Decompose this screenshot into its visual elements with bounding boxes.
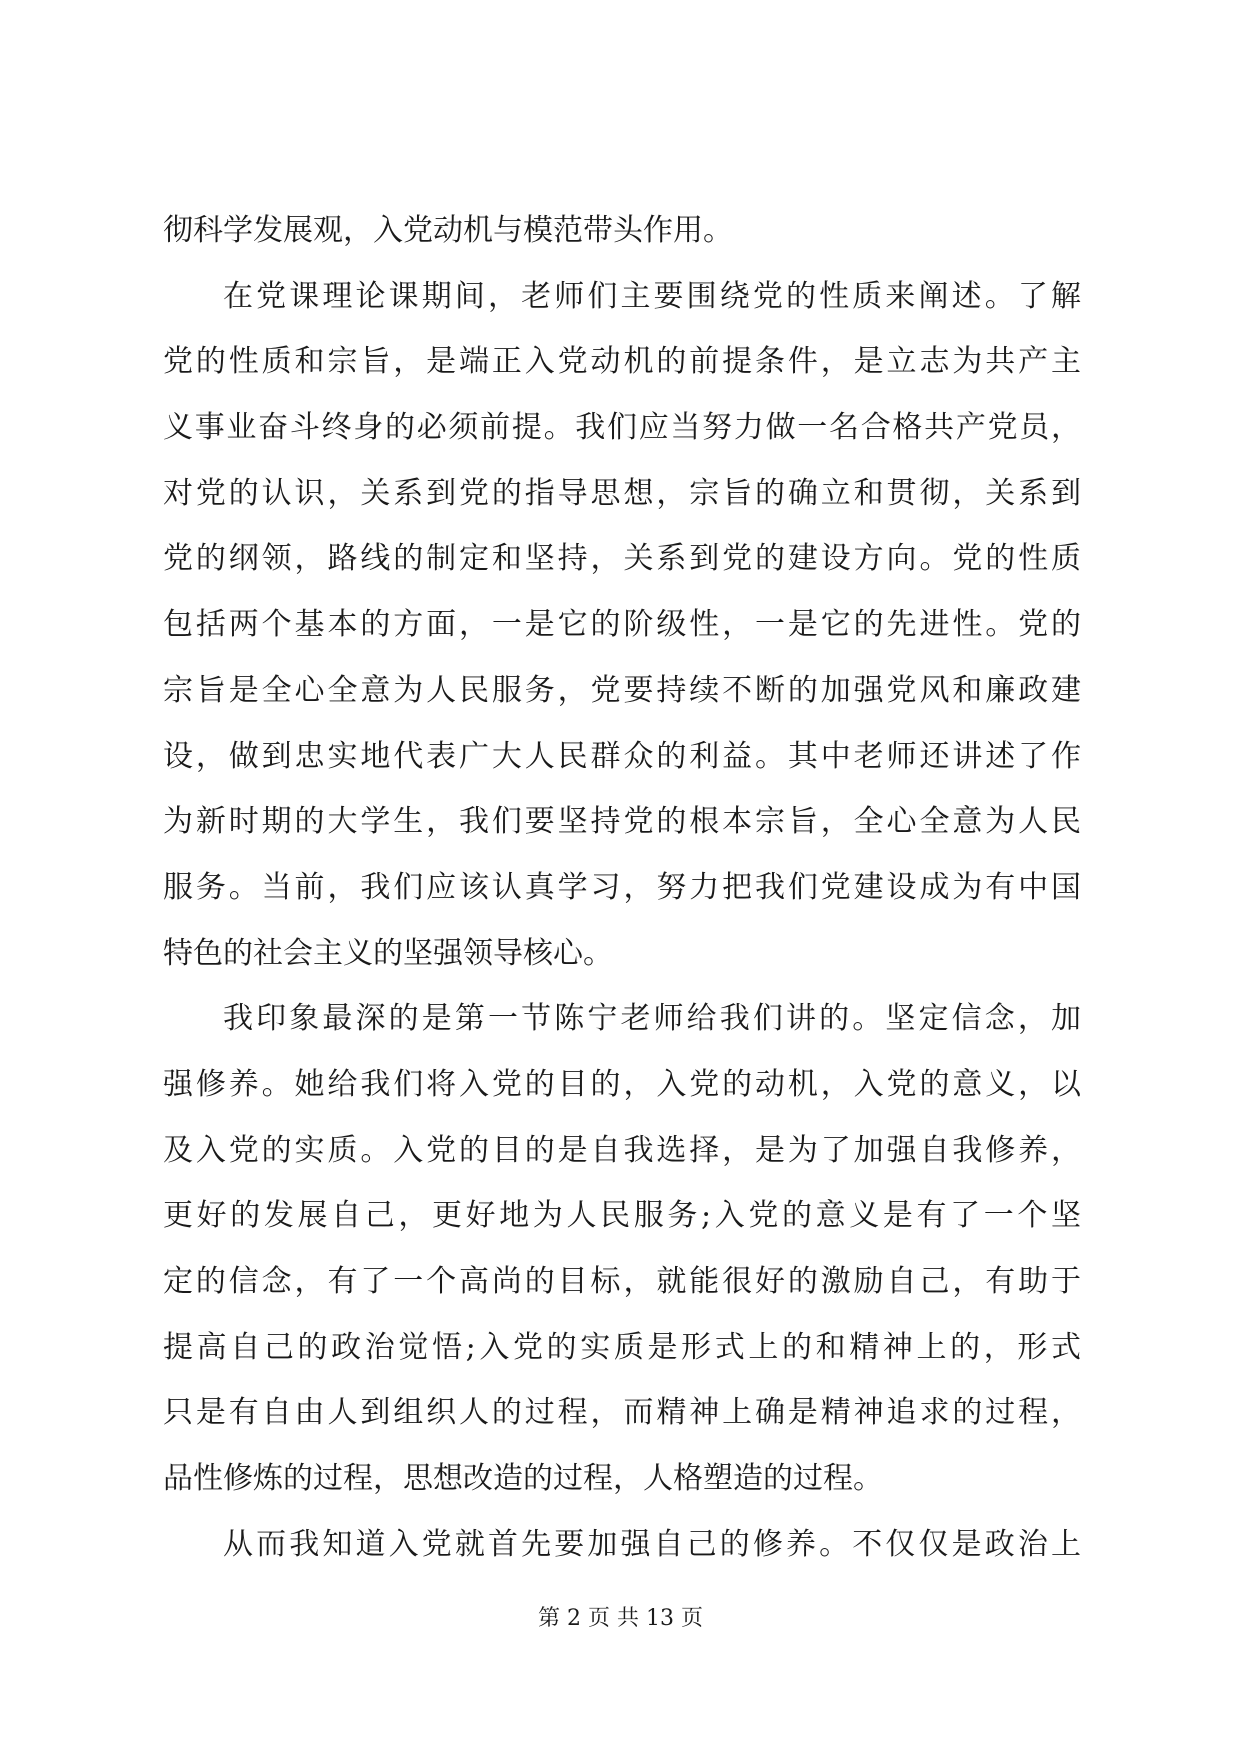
text-line: 对党的认识，关系到党的指导思想，宗旨的确立和贯彻，关系到	[163, 475, 1081, 511]
text-line: 更好的发展自己，更好地为人民服务;入党的意义是有了一个坚	[163, 1198, 1081, 1234]
text-line: 在党课理论课期间，老师们主要围绕党的性质来阐述。了解	[223, 278, 1081, 314]
text-line: 彻科学发展观，入党动机与模范带头作用。	[163, 213, 733, 248]
text-line: 从而我知道入党就首先要加强自己的修养。不仅仅是政治上	[223, 1526, 1081, 1562]
text-line: 设，做到忠实地代表广大人民群众的利益。其中老师还讲述了作	[163, 738, 1081, 774]
text-line: 提高自己的政治觉悟;入党的实质是形式上的和精神上的，形式	[163, 1329, 1081, 1365]
text-line: 党的纲领，路线的制定和坚持，关系到党的建设方向。党的性质	[163, 541, 1081, 577]
text-line: 特色的社会主义的坚强领导核心。	[163, 935, 613, 971]
text-line: 品性修炼的过程，思想改造的过程，人格塑造的过程。	[163, 1461, 883, 1497]
text-line: 为新时期的大学生，我们要坚持党的根本宗旨，全心全意为人民	[163, 804, 1081, 840]
text-line: 包括两个基本的方面，一是它的阶级性，一是它的先进性。党的	[163, 607, 1081, 643]
text-line: 义事业奋斗终身的必须前提。我们应当努力做一名合格共产党员，	[163, 410, 1081, 446]
text-line: 服务。当前，我们应该认真学习，努力把我们党建设成为有中国	[163, 869, 1081, 905]
text-line: 定的信念，有了一个高尚的目标，就能很好的激励自己，有助于	[163, 1264, 1081, 1299]
text-line: 宗旨是全心全意为人民服务，党要持续不断的加强党风和廉政建	[163, 672, 1081, 708]
text-line: 我印象最深的是第一节陈宁老师给我们讲的。坚定信念，加	[223, 1001, 1081, 1037]
body-text	[163, 198, 1081, 1577]
text-line: 只是有自由人到组织人的过程，而精神上确是精神追求的过程，	[163, 1395, 1081, 1431]
page-footer: 第 2 页 共 13 页	[538, 1606, 703, 1631]
text-line: 及入党的实质。入党的目的是自我选择，是为了加强自我修养，	[163, 1132, 1081, 1168]
text-line: 强修养。她给我们将入党的目的，入党的动机，入党的意义，以	[163, 1066, 1081, 1102]
text-line: 党的性质和宗旨，是端正入党动机的前提条件，是立志为共产主	[163, 344, 1081, 380]
